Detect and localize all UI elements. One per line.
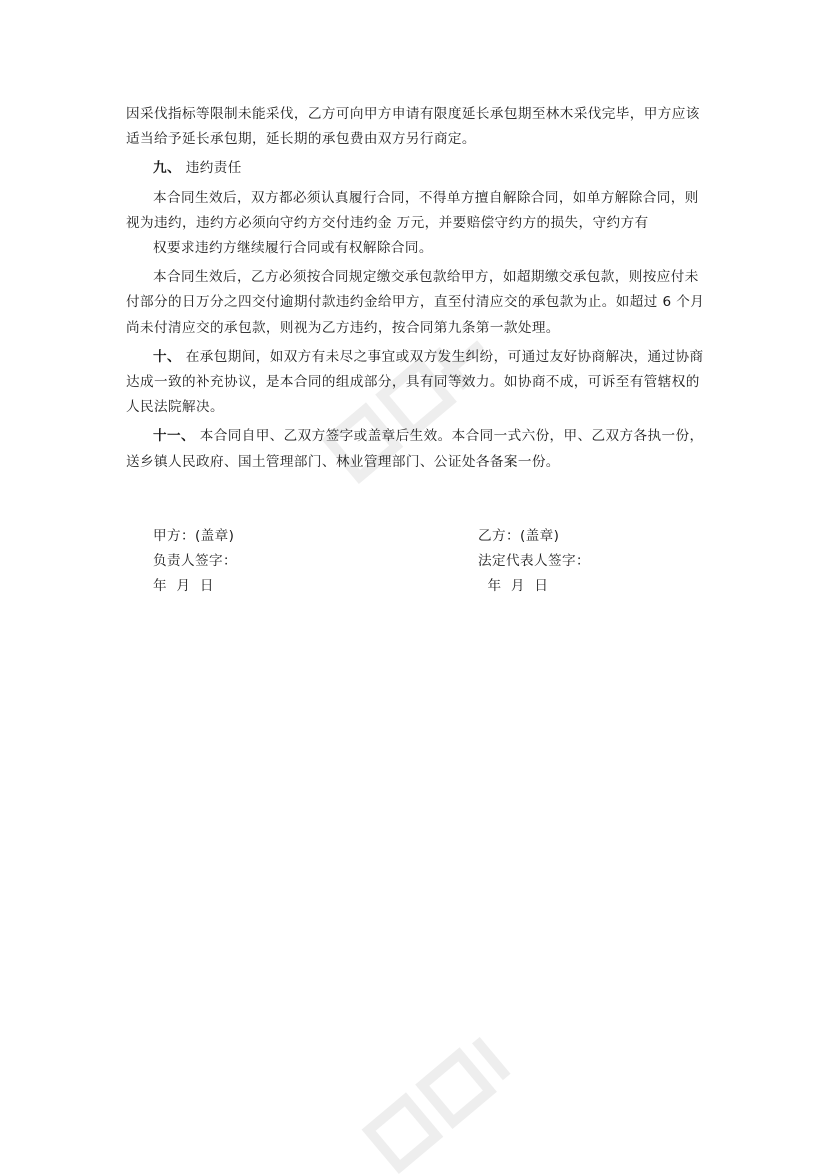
section-10-text: 在承包期间，如双方有未尽之事宜或双方发生纠纷，可通过友好协商解决，通过协商达成一致的补充协议，是本合同的组成部分，具有同等效力。如协商不成，可诉至有管辖权的人民法院解决。 [126, 348, 704, 416]
paragraph-breach-part-1: 本合同生效后，双方都必须认真履行合同，不得单方擅自解除合同，如单方解除合同，则视为违约，违约方必须向守约方交付违约金 万元，并要赔偿守约方的损失，守约方有 [126, 189, 699, 231]
party-a-seal-label: 甲方：(盖章) [153, 528, 235, 544]
paragraph-breach-part-2: 权要求违约方继续履行合同或有权解除合同。 [153, 240, 433, 257]
party-b-date-label: 年 月 日 [478, 578, 549, 595]
paragraph-late-payment: 本合同生效后，乙方必须按合同规定缴交承包款给甲方，如超期缴交承包款，则按应付未付部分的日万分之四交付逾期付款违约金给甲方，直至付清应交的承包款为止。如超过 6 个月尚未付清应交的承包款，则视为乙方违约，按合同第九条第一款处理。 [126, 269, 705, 336]
signature-block-party-b [478, 524, 590, 600]
signature-block-party-a [153, 524, 237, 600]
party-b-seal-label: 乙方：(盖章) [478, 528, 560, 544]
section-10-number: 十、 [153, 348, 181, 365]
party-b-signer-label: 法定代表人签字： [478, 553, 590, 570]
section-9-title: 违约责任 [181, 160, 242, 177]
paragraph-extension-clause: 因采伐指标等限制未能采伐，乙方可向甲方申请有限度延长承包期至林木采伐完毕，甲方应该适当给予延长承包期，延长期的承包费由双方另行商定。 [126, 106, 700, 148]
contract-body [126, 102, 708, 475]
party-a-date-label: 年 月 日 [153, 578, 214, 595]
section-9-heading [126, 156, 708, 181]
section-11-number: 十一、 [153, 428, 195, 445]
section-11-paragraph [126, 424, 708, 474]
section-9-number: 九、 [153, 160, 181, 177]
party-a-signer-label: 负责人签字： [153, 553, 237, 570]
section-10-paragraph [126, 345, 708, 421]
section-11-text: 本合同自甲、乙双方签字或盖章后生效。本合同一式六份，甲、乙双方各执一份，送乡镇人民政府、国土管理部门、林业管理部门、公证处各备案一份。 [126, 428, 704, 470]
